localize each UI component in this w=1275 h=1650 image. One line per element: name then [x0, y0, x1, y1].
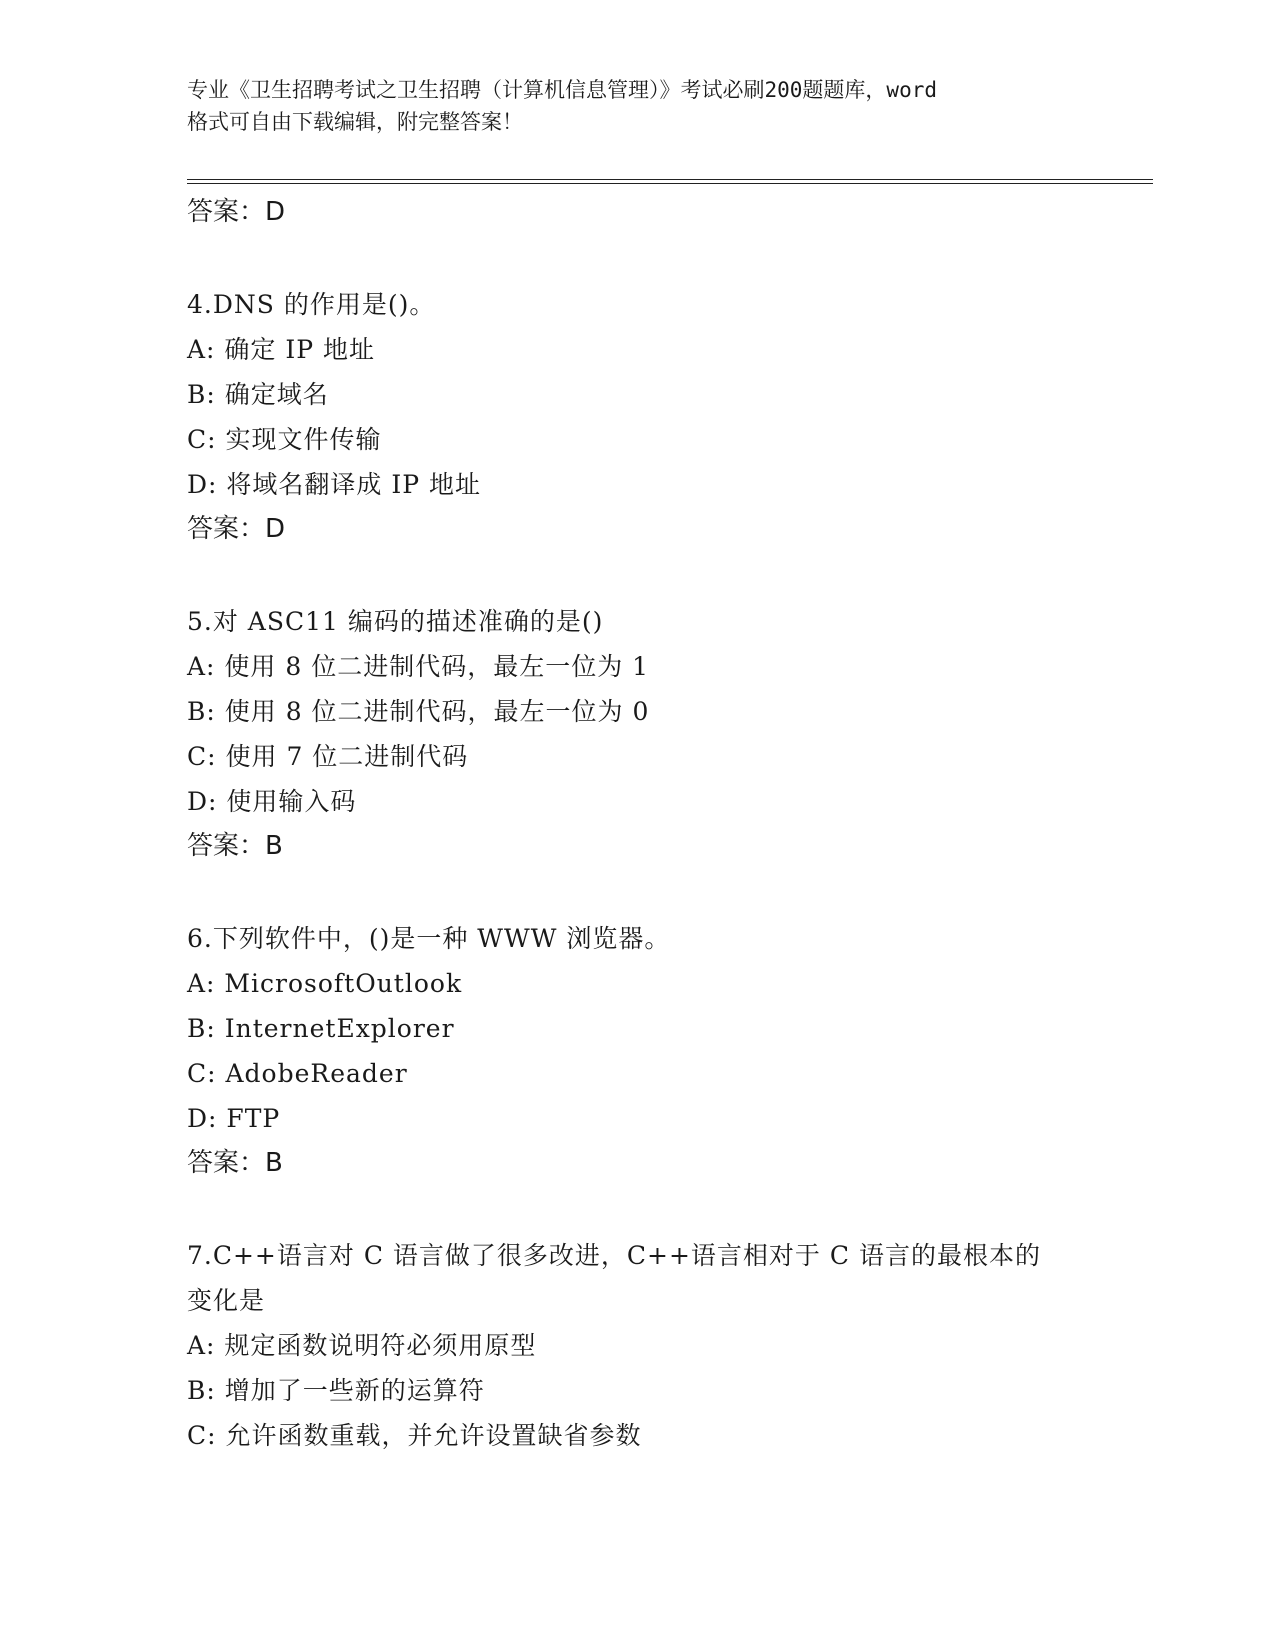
- option-a: A: 使用 8 位二进制代码，最左一位为 1: [187, 652, 650, 681]
- question-stem: 5.对 ASC11 编码的描述准确的是(): [187, 607, 604, 636]
- option-c: C: 实现文件传输: [187, 425, 382, 454]
- header-line-2: 格式可自由下载编辑，附完整答案！: [187, 110, 523, 134]
- header-line-1: 专业《卫生招聘考试之卫生招聘（计算机信息管理）》考试必刷200题题库，word: [187, 78, 937, 102]
- question-stem: 4.DNS 的作用是()。: [187, 290, 436, 319]
- option-c: C: AdobeReader: [187, 1059, 408, 1088]
- answer-prev: 答案：D: [187, 197, 286, 227]
- option-b: B: InternetExplorer: [187, 1014, 455, 1043]
- option-d: D: FTP: [187, 1104, 281, 1133]
- question-7: [187, 1233, 1107, 1458]
- option-b: B: 确定域名: [187, 380, 329, 409]
- header-rule-top: [187, 179, 1153, 180]
- answer: 答案：B: [187, 831, 283, 861]
- option-a: A: MicrosoftOutlook: [187, 969, 463, 998]
- question-stem: 6.下列软件中，()是一种 WWW 浏览器。: [187, 924, 671, 953]
- question-stem-line-2: 变化是: [187, 1286, 266, 1315]
- questions-content: [187, 190, 1107, 1458]
- document-header: [187, 74, 1087, 138]
- option-a: A: 规定函数说明符必须用原型: [187, 1331, 537, 1360]
- question-4: [187, 282, 1107, 552]
- option-a: A: 确定 IP 地址: [187, 335, 376, 364]
- question-6: [187, 916, 1107, 1186]
- answer: 答案：D: [187, 514, 286, 544]
- question-stem-line-1: 7.C++语言对 C 语言做了很多改进，C++语言相对于 C 语言的最根本的: [187, 1241, 1041, 1270]
- option-c: C: 允许函数重载，并允许设置缺省参数: [187, 1421, 642, 1450]
- option-b: B: 使用 8 位二进制代码，最左一位为 0: [187, 697, 650, 726]
- question-5: [187, 599, 1107, 869]
- option-c: C: 使用 7 位二进制代码: [187, 742, 469, 771]
- option-d: D: 将域名翻译成 IP 地址: [187, 470, 482, 499]
- answer: 答案：B: [187, 1148, 283, 1178]
- option-b: B: 增加了一些新的运算符: [187, 1376, 485, 1405]
- header-rule-bottom: [187, 183, 1153, 184]
- option-d: D: 使用输入码: [187, 787, 357, 816]
